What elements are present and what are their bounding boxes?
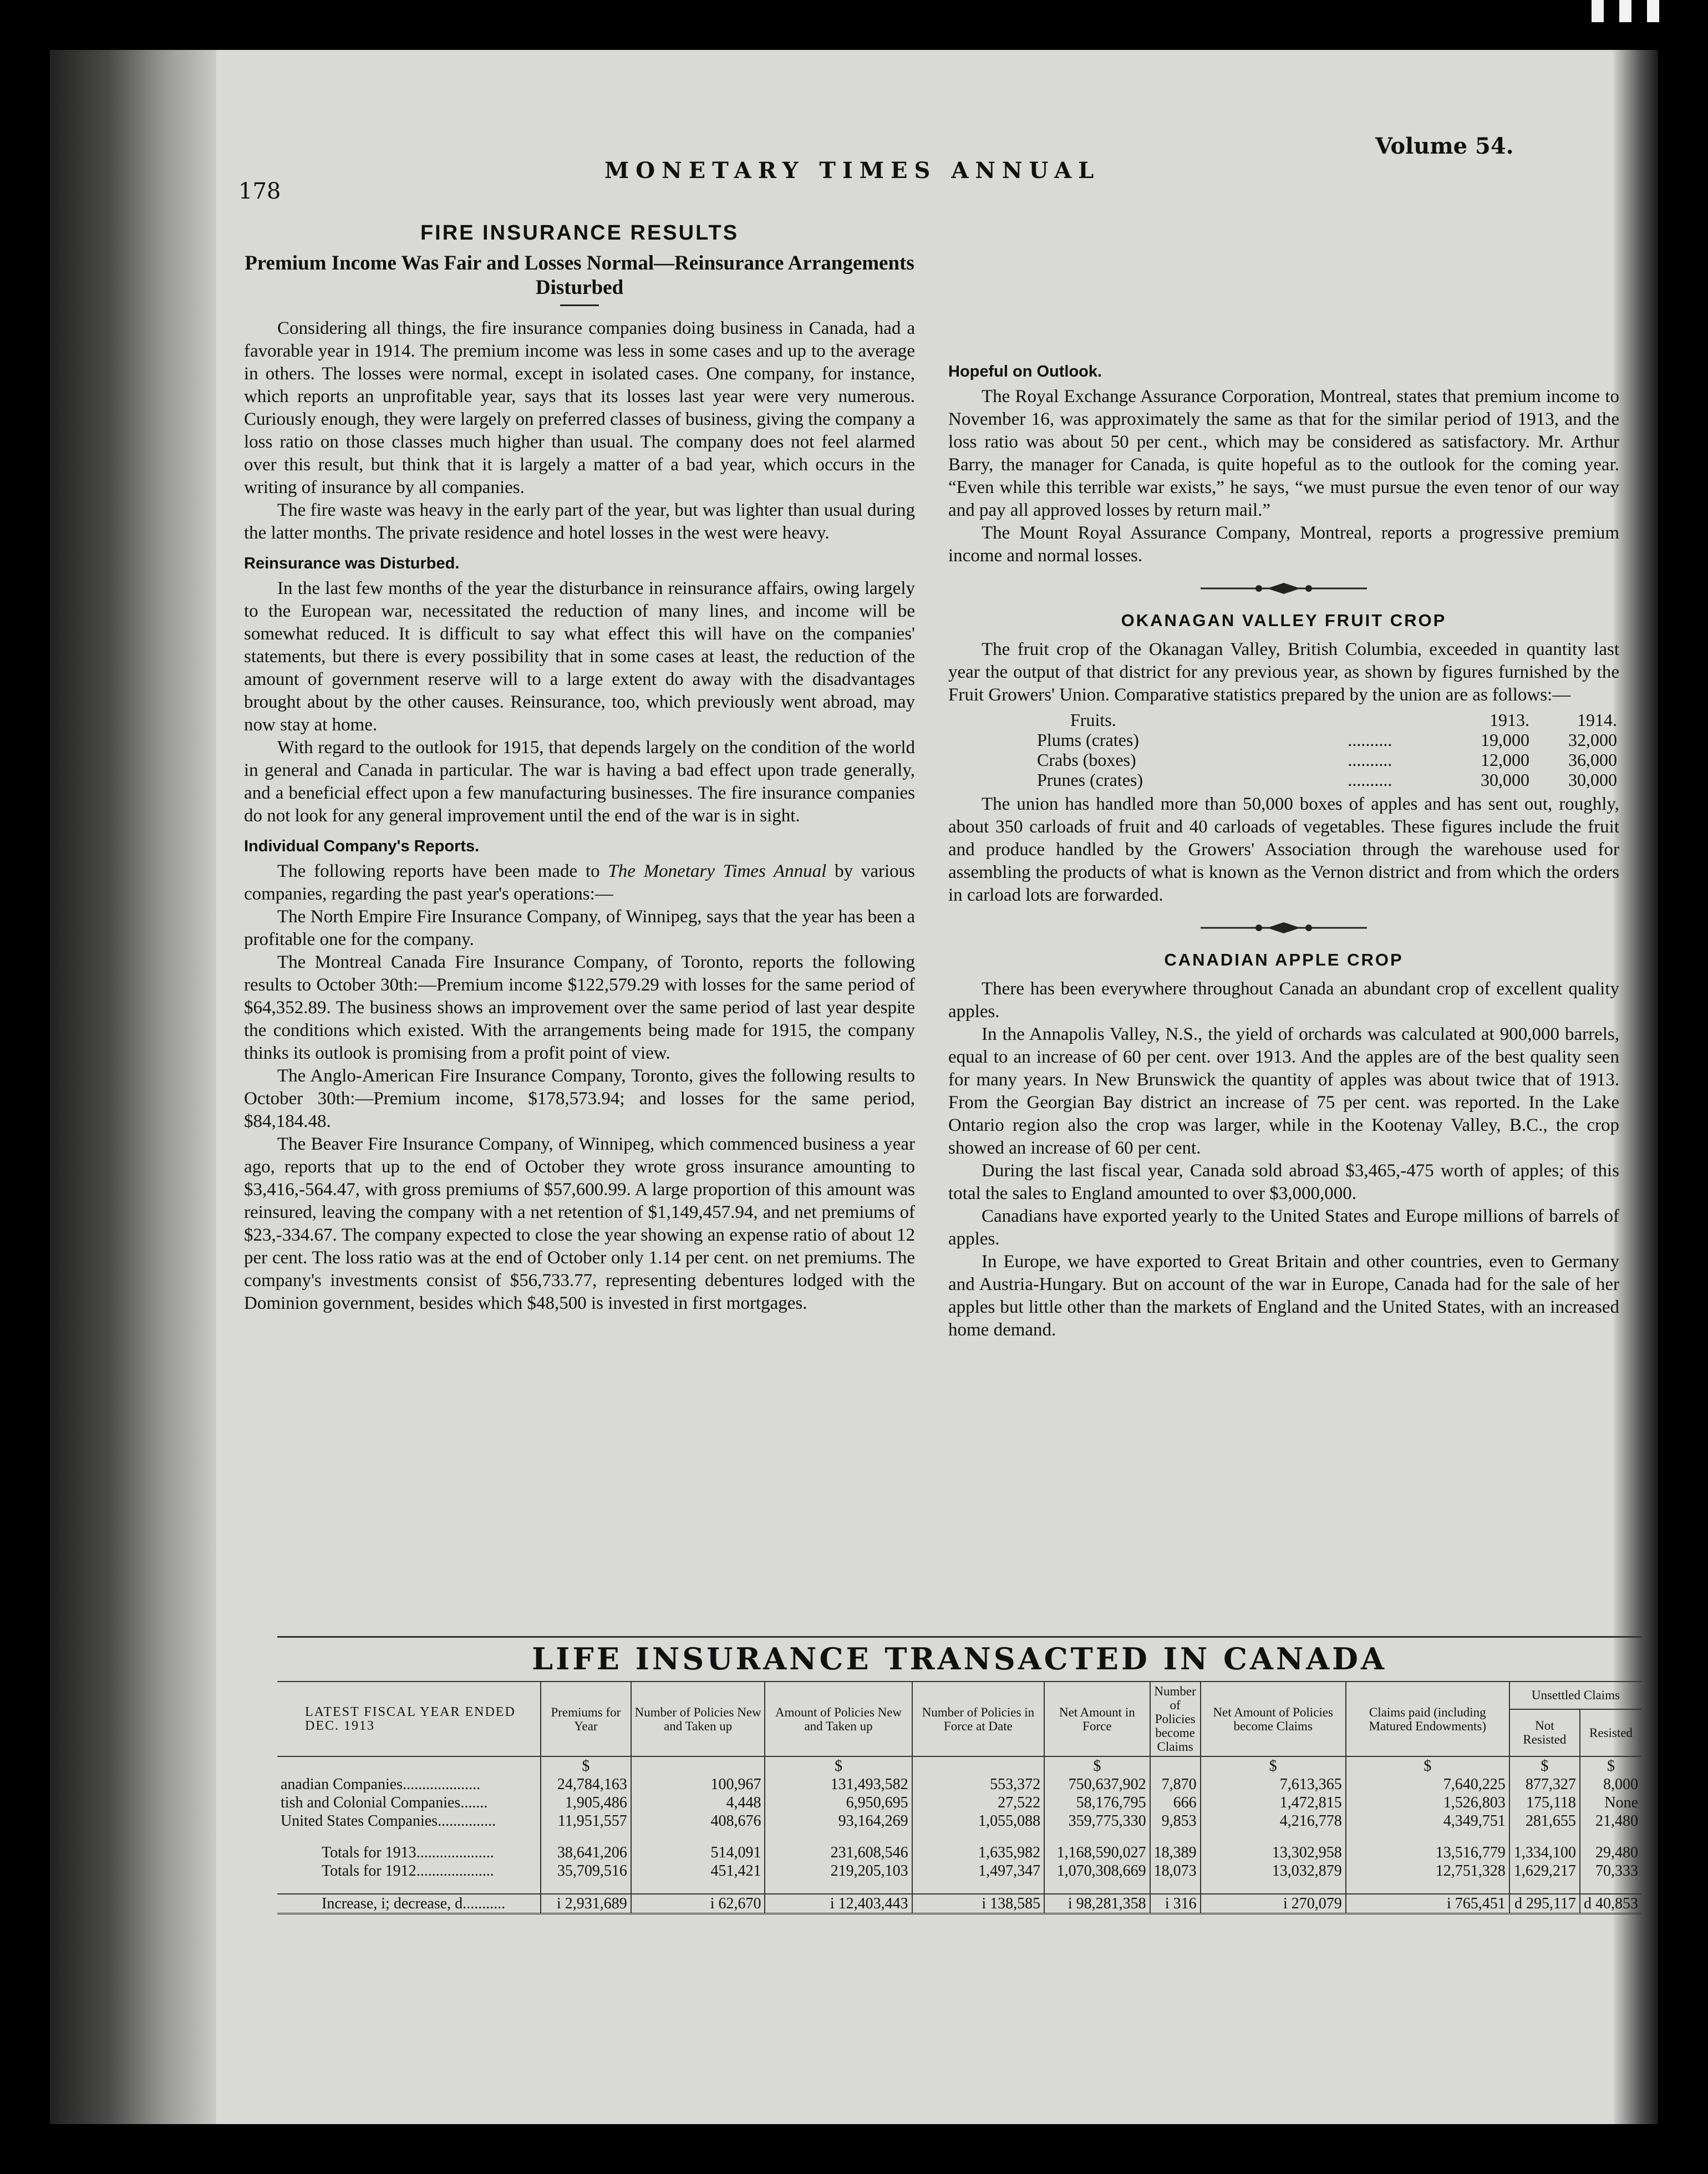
fire-paragraph-5: The following reports have been made to The Monetary Times Annual by various companies, regarding the past year's operations:— bbox=[244, 861, 915, 904]
table-row: anadian Companies.................... 24,784,163 100,967 131,493,582 553,372 750,637,902 7,870 7,613,365 7,640,225 877,327 8,000 bbox=[277, 1775, 1641, 1794]
col-header: Claims paid (including Matured Endowments) bbox=[1346, 1682, 1509, 1756]
fruit-row: Crabs (boxes) .......... 12,000 36,000 bbox=[1037, 750, 1617, 770]
fire-paragraph-1: Considering all things, the fire insurance companies doing business in Canada, had a favorable year in 1914. The premium income was less in some cases and up to the average in others. The losses were normal, except in isolated cases. One company, for instance, which reports an unprofitable year, says that its losses last year were very numerous. Curiously enough, they were largely on preferred classes of business, giving the company a loss ratio on those classes much higher than usual. The company does not feel alarmed over this result, but think that it is largely a matter of a bad year, which occurs in the writing of insurance by all companies. bbox=[244, 318, 915, 497]
scan-registration-marks bbox=[1575, 0, 1675, 50]
scanned-page bbox=[50, 50, 1658, 2124]
col-header: Premiums for Year bbox=[541, 1682, 631, 1756]
fire-article-subtitle: Premium Income Was Fair and Losses Normal—Reinsurance Arrangements Disturbed bbox=[245, 252, 914, 299]
life-insurance-table bbox=[277, 1681, 1641, 1914]
apple-paragraph-5: In Europe, we have exported to Great Britain and other countries, even to Germany and Austria-Hungary. But on account of the war in Europe, Canada had for the sale of her apples but little other than the markets of England and the United States, with an increased home demand. bbox=[948, 1252, 1619, 1340]
fire-paragraph-11: The Mount Royal Assurance Company, Montreal, reports a progressive premium income and normal losses. bbox=[948, 523, 1619, 566]
col-header: Resisted bbox=[1580, 1709, 1641, 1756]
increase-decrease-row: Increase, i; decrease, d........... i 2,931,689 i 62,670 i 12,403,443 i 138,585 i 98,281,358 i 316 i 270,079 i 765,451 d 295,117 d 40,853 bbox=[277, 1894, 1641, 1914]
reinsurance-heading: Reinsurance was Disturbed. bbox=[244, 555, 460, 572]
col-header: Number of Policies become Claims bbox=[1150, 1682, 1201, 1756]
fruit-row: Prunes (crates) .......... 30,000 30,000 bbox=[1037, 770, 1617, 790]
life-insurance-section bbox=[277, 1636, 1641, 1914]
apple-paragraph-1: There has been everywhere throughout Canada an abundant crop of excellent quality apples. bbox=[948, 979, 1619, 1022]
title-rule bbox=[560, 304, 599, 306]
fire-paragraph-7: The Montreal Canada Fire Insurance Company, of Toronto, reports the following results to October 30th:—Premium income $122,579.29 with losses for the same period of $64,352.89. The business shows an improvement over the same period of last year despite the conditions which existed. With the arrangements being made for 1915, the company thinks its outlook is promising from a profit point of view. bbox=[244, 952, 915, 1063]
apple-title: CANADIAN APPLE CROP bbox=[1164, 950, 1404, 969]
col-header: Amount of Policies New and Taken up bbox=[765, 1682, 912, 1756]
life-table-header-row bbox=[277, 1682, 1641, 1709]
apple-paragraph-2: In the Annapolis Valley, N.S., the yield of orchards was calculated at 900,000 barrels, equal to an increase of 60 per cent. over 1913. And the apples are of the best quality seen for many years. In New Brunswick the quantity of apples was about twice that of 1913. From the Georgian Bay district an increase of 75 per cent. was reported. In the Lake Ontario region also the crop was larger, while in the Kootenay Valley, B.C., the crop showed an increase of 60 per cent. bbox=[948, 1024, 1619, 1158]
fruit-row: Plums (crates) .......... 19,000 32,000 bbox=[1037, 730, 1617, 750]
dollar-sign-row: $ $ $ $ $ $ $ bbox=[277, 1756, 1641, 1775]
fire-article-title: FIRE INSURANCE RESULTS bbox=[420, 221, 739, 245]
section-rule bbox=[277, 1636, 1641, 1638]
table-row: tish and Colonial Companies....... 1,905,486 4,448 6,950,695 27,522 58,176,795 666 1,472,815 1,526,803 175,118 None bbox=[277, 1794, 1641, 1812]
running-title: MONETARY TIMES ANNUAL bbox=[604, 158, 1101, 184]
fire-paragraph-4: With regard to the outlook for 1915, that depends largely on the condition of the world in general and Canada in particular. The war is having a bad effect upon trade generally, and a beneficial effect upon a few manufacturing businesses. The fire insurance companies do not look for any general improvement until the end of the war is in sight. bbox=[244, 738, 915, 826]
col-header: Not Resisted bbox=[1509, 1709, 1580, 1756]
apple-paragraph-4: Canadians have exported yearly to the United States and Europe millions of barrels of apples. bbox=[948, 1206, 1619, 1249]
left-column bbox=[244, 222, 915, 1315]
okanagan-paragraph-1: The fruit crop of the Okanagan Valley, British Columbia, exceeded in quantity last year the output of that district for any previous year, as shown by figures furnished by the Fruit Growers' Union. Comparative statistics prepared by the union are as follows:— bbox=[948, 639, 1619, 705]
col-header: Number of Policies in Force at Date bbox=[912, 1682, 1044, 1756]
okanagan-title: OKANAGAN VALLEY FRUIT CROP bbox=[1121, 611, 1447, 630]
right-column bbox=[948, 360, 1619, 1342]
volume-label: Volume 54. bbox=[1375, 133, 1514, 159]
row-header-label: LATEST FISCAL YEAR ENDED DEC. 1913 bbox=[277, 1682, 541, 1756]
fire-paragraph-8: The Anglo-American Fire Insurance Company, Toronto, gives the following results to October 30th:—Premium income, $178,573.94; and losses for the same period, $84,184.48. bbox=[244, 1066, 915, 1131]
fire-paragraph-9: The Beaver Fire Insurance Company, of Winnipeg, which commenced business a year ago, reports that up to the end of October they wrote gross insurance amounting to $3,416,-564.47, with gross premiums of $57,600.99. A large proportion of this amount was reinsured, leaving the company with a net retention of $1,149,457.94, and net premiums of $23,-334.67. The company expected to close the year showing an expense ratio of about 12 per cent. The loss ratio was at the end of October only 1.14 per cent. on net premiums. The company's investments consist of $56,733.77, representing debentures lodged with the Dominion government, besides which $48,500 is invested in first mortgages. bbox=[244, 1134, 915, 1313]
divider-ornament bbox=[948, 578, 1619, 601]
totals-row: Totals for 1912.................... 35,709,516 451,421 219,205,103 1,497,347 1,070,308,669 18,073 13,032,879 12,751,328 1,629,217 70,333 bbox=[277, 1862, 1641, 1880]
totals-row: Totals for 1913.................... 38,641,206 514,091 231,608,546 1,635,982 1,168,590,027 18,389 13,302,958 13,516,779 1,334,100 29,480 bbox=[277, 1843, 1641, 1862]
fire-paragraph-10: The Royal Exchange Assurance Corporation, Montreal, states that premium income to November 16, was approximately the same as that for the similar period of 1913, and the loss ratio was about 50 per cent., which may be considered as satisfactory. Mr. Arthur Barry, the manager for Canada, is quite hopeful as to the outlook for the coming year. “Even while this terrible war exists,” he says, “we must pursue the even tenor of our way and pay all approved losses by return mail.” bbox=[948, 387, 1619, 520]
ornament-icon bbox=[1201, 582, 1367, 595]
fire-paragraph-6: The North Empire Fire Insurance Company, of Winnipeg, says that the year has been a profitable one for the company. bbox=[244, 907, 915, 949]
col-header: Net Amount of Policies become Claims bbox=[1201, 1682, 1346, 1756]
publication-title: The Monetary Times Annual bbox=[608, 861, 827, 881]
apple-paragraph-3: During the last fiscal year, Canada sold abroad $3,465,-475 worth of apples; of this total the sales to England amounted to over $3,000,000. bbox=[948, 1161, 1619, 1203]
life-table-title: LIFE INSURANCE TRANSACTED IN CANADA bbox=[532, 1641, 1387, 1677]
fruit-statistics-table bbox=[948, 710, 1619, 790]
divider-ornament bbox=[948, 918, 1619, 941]
fire-paragraph-2: The fire waste was heavy in the early part of the year, but was lighter than usual during the latter months. The private residence and hotel losses in the west were heavy. bbox=[244, 500, 915, 543]
hopeful-heading: Hopeful on Outlook. bbox=[948, 363, 1102, 380]
fruit-heading: Fruits. bbox=[1070, 710, 1116, 730]
table-row: United States Companies............... 11,951,557 408,676 93,164,269 1,055,088 359,775,330 9,853 4,216,778 4,349,751 281,655 21,480 bbox=[277, 1812, 1641, 1830]
year-1913: 1913. bbox=[1490, 710, 1529, 730]
fire-paragraph-3: In the last few months of the year the disturbance in reinsurance affairs, owing largely to the European war, necessitated the reduction of many lines, and income will be somewhat reduced. It is difficult to say what effect this will have on the companies' statements, but there is every possibility that in some cases at least, the reduction of the amount of government reserve will to a large extent do away with the disadvantages brought about by the other causes. Reinsurance, too, which previously went abroad, may now stay at home. bbox=[244, 578, 915, 735]
fruit-table-header bbox=[948, 710, 1619, 730]
spacer-row bbox=[277, 1830, 1641, 1843]
page-number: 178 bbox=[238, 179, 281, 204]
spacer-row bbox=[277, 1880, 1641, 1894]
individual-reports-heading: Individual Company's Reports. bbox=[244, 837, 480, 855]
ornament-icon bbox=[1201, 921, 1367, 934]
unsettled-claims-header: Unsettled Claims bbox=[1509, 1682, 1641, 1709]
col-header: Number of Policies New and Taken up bbox=[631, 1682, 765, 1756]
col-header: Net Amount in Force bbox=[1044, 1682, 1150, 1756]
year-1914: 1914. bbox=[1577, 710, 1617, 730]
book-gutter-shadow bbox=[50, 50, 216, 2124]
okanagan-paragraph-2: The union has handled more than 50,000 boxes of apples and has sent out, roughly, about 350 carloads of fruit and 40 carloads of vegetables. These figures include the fruit and produce handled by the Growers' Association through the warehouse used for assembling the products of what is known as the Vernon district and from which the orders in carload lots are forwarded. bbox=[948, 794, 1619, 905]
